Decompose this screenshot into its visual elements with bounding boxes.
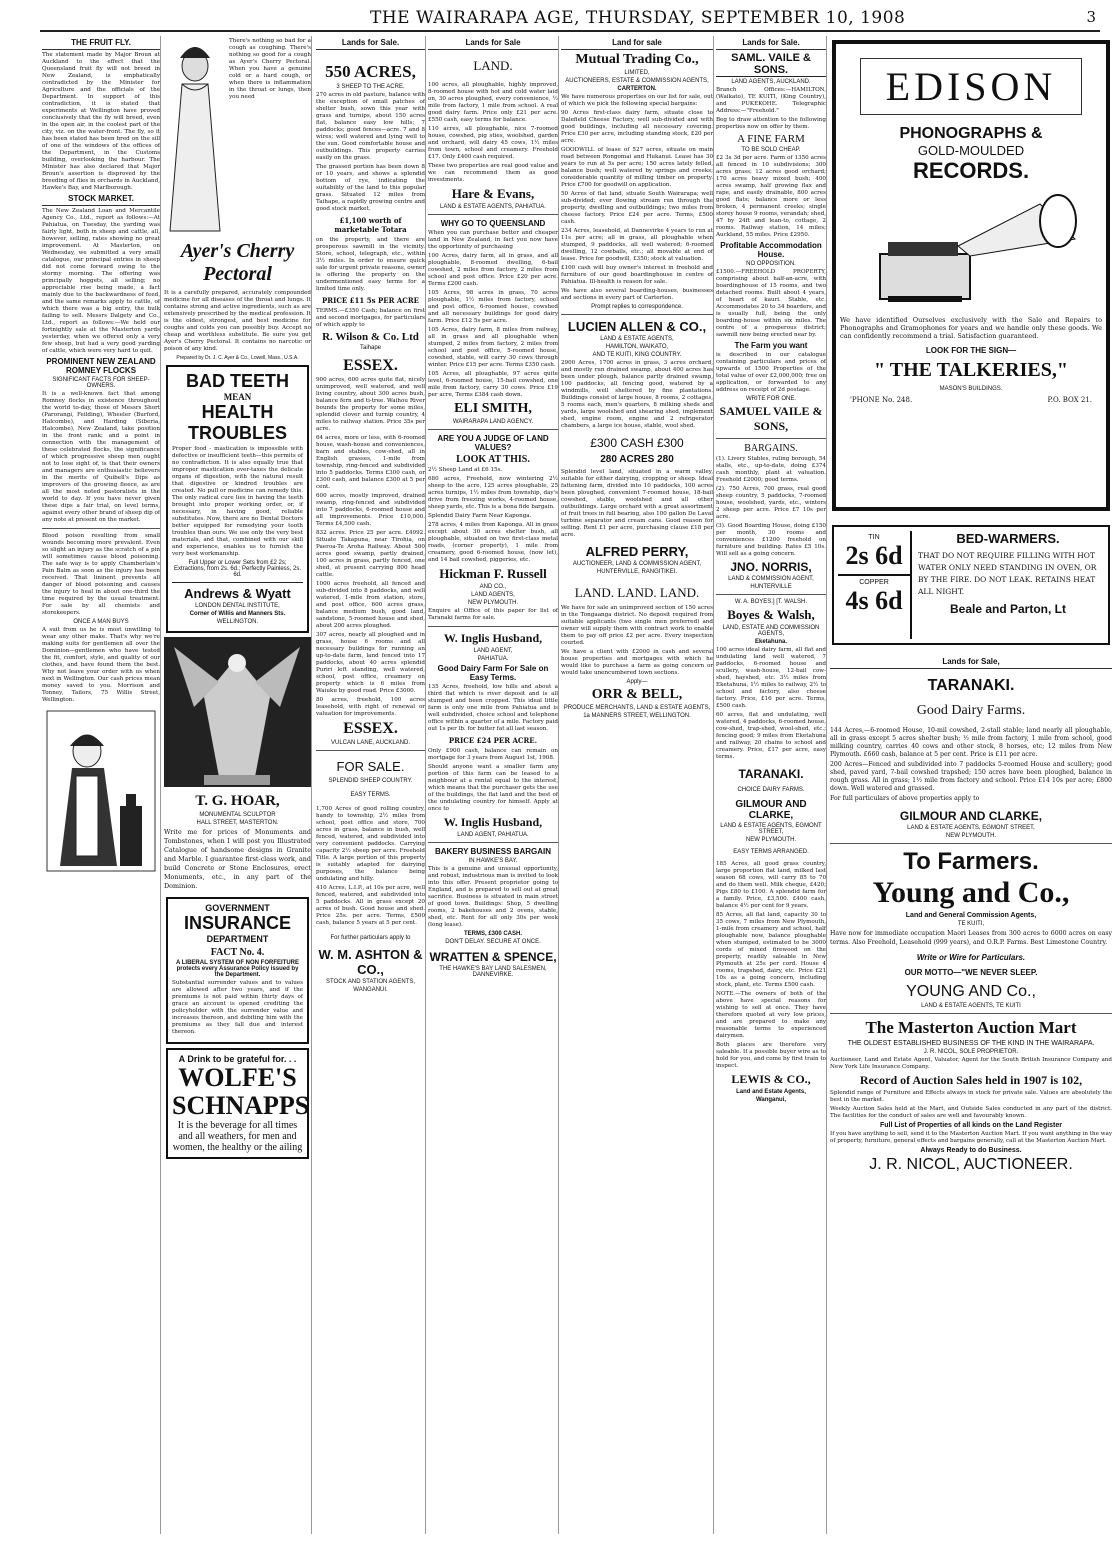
gov-heading-1: GOVERNMENT xyxy=(205,903,270,913)
good-dairy-heading: Good Dairy Farms. xyxy=(916,703,1026,718)
stock-market-article: The New Zealand Loan and Mercantile Agency Co., Ltd., report as follows:—At Pahiatua, on Tuesday, the yarding was fairly light, both in sheep and cattle, all, however, selling, rates showing no great improvement. At Masterton, on Wednesday, we submitted a very small catalogue, our principal entries in sheep did not come forward owing to the stormy morning. The offering was principally hoggets, all selling; no appreciable rise being made, a fact mainly due to the backwardness of feed, and the same remarks apply to cattle, of which there was a big entry, the bulk failing to sell. Messrs Dalgety and Co., Ltd., report as follows:—We held our fortnightly sale at the Masterton yards yesterday, when we offered only a very few sheep, but had a very good yarding of cattle, which were very hard to quit. xyxy=(42,208,160,354)
government-insurance-ad xyxy=(166,897,309,1044)
mean-heading: MEAN xyxy=(223,392,252,402)
dairy-farm-heading: Good Dairy Farm For Sale on Easy Terms. xyxy=(437,664,549,682)
mutual-city: CARTERTON. xyxy=(617,86,657,92)
hoar-sub: MONUMENTAL SCULPTOR xyxy=(199,812,276,818)
lucien-city: HAMILTON, WAIKATO, xyxy=(605,344,669,350)
health-heading: HEALTH xyxy=(201,402,274,422)
lands-for-sale-heading: Lands for Sale xyxy=(428,38,558,50)
lands-for-sale-heading: Lands for Sale, xyxy=(830,657,1112,669)
column-6 xyxy=(716,36,827,1534)
copper-price: 4s 6d xyxy=(845,586,903,615)
troubles-heading: TROUBLES xyxy=(188,423,287,443)
tin-price: 2s 6d xyxy=(845,541,903,570)
listing-text: We have also several boarding-houses, businesses and sections in every part of Carterton. xyxy=(561,288,713,301)
listing-text: 832 acres. Price 25 per acre. £4992. Situate Takapuna, near Tirohia, on Paeroa-Te Aroha Railway. About 500 acres good swamp, partly drained, 100 acres in grass, partly fenced, one shed, at present carrying 800 head cattle. xyxy=(316,530,425,578)
bakery-terms: TERMS, £300 CASH. xyxy=(463,931,523,937)
for-sale-sub: SPLENDID SHEEP COUNTRY. xyxy=(328,778,413,784)
bakery-delay: DON'T DELAY. SECURE AT ONCE. xyxy=(445,939,541,945)
judge-heading: ARE YOU A JUDGE OF LAND VALUES? xyxy=(437,434,549,452)
fine-farm-heading: A FINE FARM xyxy=(737,133,805,145)
beale-parton-name: Beale and Parton, Lt xyxy=(949,602,1067,616)
acres-550-sub: 3 SHEEP TO THE ACRE. xyxy=(336,84,405,90)
listing-text: 64 acres, more or less, with 6-roomed house, wash-house and conveniences, barn and stables, cow-shed, all in English grasses, 1-mile from township, ring-fenced and subdivided into 5 paddocks. Terms £300 cash, or £300 cash, and balance £300 at 5 per cent. xyxy=(316,435,425,490)
listing-text: 307 acres, nearly all ploughed and in grass, house 6 rooms and all necessary buildings for running an up-to-date farm, land fenced into 17 paddocks, about 40 acres splendid Puriri left standing, well watered, school, post office, creamery on property which is 6 miles from Waiuku by good road. Price £3000. xyxy=(316,632,425,694)
ayer-footer: Prepared by Dr. J. C. Ayer & Co., Lowell, Mass., U.S.A. xyxy=(176,355,299,361)
gov-text: Substantial surrender values and to values are allowed after two years, and if the premiums is not paid within thirty days of grace an account is opened crediting the policyholder with the surrender value and increases thereon, and debiting him with the premiums as they fall due and interest thereon. xyxy=(172,980,303,1035)
boyes-walsh-name: Boyes & Walsh, xyxy=(727,607,815,622)
taranaki-heading: TARANAKI. xyxy=(927,677,1015,694)
bed-warmers-ad xyxy=(832,525,1110,645)
listing-text: 278 acres, 4 miles from Kaponga. All in grass except about 30 acres shelter bush, all ploughable, situated on two first-class metal roads, (corner property), 1 mile from creamery, good 6-roomed house, (now let), and 14 bail cowshed, piggeries, etc. xyxy=(428,522,558,563)
wolfe-text: It is the beverage for all times and all weathers, for men and women, the healthy or the ailing xyxy=(172,1120,303,1153)
boyes-walsh-city: Eketahuna. xyxy=(754,639,787,645)
listing-text: Splendid level land, situated in a warm valley, suitable for either dairying, cropping or sheep. Ideal fattening farm, divided into 10 paddocks, 100 acres been ploughed, convenient 7-roomed house, 18-bail cowshed, stable, woolshed and all other outbuildings. Large orchard with a great assortment of fruit trees in full bearing, also 100 gallon De Laval turbine separator and cream cans. Good reason for selling. Rent £1 per acre, purchasing clause £18 per acre. xyxy=(561,469,713,538)
orr-bell-sub: PRODUCE MERCHANTS, LAND & ESTATE AGENTS, xyxy=(563,705,711,711)
listing-text: 600 acres, mostly improved, drained swamp, ring-fenced and subdivided into 7 paddocks, 6-roomed house and all improvements. Price £10,000. Terms £4,500 cash. xyxy=(316,493,425,527)
apply-text: Apply— xyxy=(626,679,648,685)
land-land-heading: LAND. LAND. LAND. xyxy=(574,585,700,600)
listing-text: 135 Acres, freehold, low hills and about a third flat which is river deposit and is all stumped and been cropped. This ideal little farm is only one mile from Pahiatua and is well subdivided, choice school and telephone office within a quarter of a mile. Factory paid out 1s per lb. for butter fat all last season. xyxy=(428,684,558,732)
look-heading: LOOK AT THIS. xyxy=(456,454,530,465)
choice-dairy-heading: CHOICE DAIRY FARMS. xyxy=(737,787,805,793)
listing-text: 100 acres ideal dairy farm, all flat and undulating land well watered, 7 paddocks, 6-roomed house and scullery, wash-house, 12-bail cow-shed, hayshed, etc. 3½ miles from Eketahuna, 1½ miles to railway, 2½ to school and factory, also cheese factory. Price, £16 per acre. Terms, £500 cash. xyxy=(716,647,826,709)
listing-text: 90 Acres first-class dairy farm, situate close to Dalefield Cheese Factory, well sub-divided and with good buildings, including all necessary covering. Price £30 per acre, including standing stock, £20 per acre. xyxy=(561,110,713,144)
listing-text: If you have anything to sell, send it to the Masterton Auction Mart. If you want anything in the way of property, furniture, general effects and bargains generally, call at the Masterton Auction Mart. xyxy=(830,1131,1112,1144)
divider xyxy=(428,429,558,430)
andrews-wyatt-sub: LONDON DENTAL INSTITUTE, xyxy=(195,603,280,609)
listing-text: 100 acres, all ploughable, highly improved, 8-roomed house with hot and cold water laid on, 30 acres ploughed, every convenience, ½ mile from factory, 1 mile from school. A real good dairy farm. Price only £21 per acre. £550 cash, easy terms for balance. xyxy=(428,82,558,123)
gov-heading-2: INSURANCE xyxy=(183,913,291,933)
gilmour-city: NEW PLYMOUTH. xyxy=(745,837,797,843)
bad-teeth-heading: BAD TEETH xyxy=(186,371,289,391)
listing-text: 105 Acres, all ploughable, 97 acres quite level, 6-roomed house, 15-bail cowshed, one mile from factory, carry 30 cows. Price £19 per acre, Terms £384 cash down. xyxy=(428,371,558,398)
acres-550-heading: 550 ACRES, xyxy=(325,62,416,81)
wolfe-name: WOLFE'S SCHNAPPS xyxy=(172,1063,310,1120)
listing-text: 85 Acres, all flat land, capacity 30 to 35 cows, 7 miles from New Plymouth, 1-mile from creamery and school, half ploughable now, balance ploughable when stumped, estimated to be 3000 cords of mixed firewood on the property, readily saleable in New Plymouth at 25s per cord. House 4 rooms, trapshed, dairy, etc. Price £21 10s as a going concern, including stock, plant, etc. Terms £500 cash. xyxy=(716,912,826,988)
listing-text: This is a genuine and unusual opportunity, and robust, industrious man is invited to look into this offer. Present proprietor going to England, and is prepared to sell out at great sacrifice. Business is situated in main street of good town. Buildings: Shop, 5 dwelling rooms, 2 bakehouses and 2 ovens, stable, shed, etc. Rent for all only 30s per week (long lease). xyxy=(428,866,558,928)
queensland-heading: WHY GO TO QUEENSLAND xyxy=(440,219,546,228)
dental-prices: Full Upper or Lower Sets from £2 2s; Extractions, from 2s. 6d.; Perfectly Painless, 2s. 6d. xyxy=(173,560,302,578)
divider xyxy=(830,1013,1112,1014)
land-for-sale-heading: Land for sale xyxy=(561,38,713,50)
gov-heading-3: DEPARTMENT xyxy=(206,934,269,944)
listing-text: 410 Acres, L.I.P., at 10s per acre, well fenced, watered, and subdivided into 5 paddocks. All in grass except 20 acres of bush. Good house and shed. Price 25s. per acre. Terms, £500 cash, balance 5 years at 5 per cent. xyxy=(316,885,425,926)
mutual-trading-name: Mutual Trading Co., xyxy=(575,52,699,67)
inglis-sub: LAND AGENT, xyxy=(473,648,513,654)
phonograph-icon xyxy=(840,184,1102,314)
listing-text: NOTE.—The owners of both of the above have special reasons for wishing to sell at once. They have therefore quoted at very low prices, and are prepared to make any reasonable terms to experienced dairymen. xyxy=(716,991,826,1039)
russell-agent: Hickman F. Russell xyxy=(439,566,547,581)
perry-city: HUNTERVILLE, RANGITIKEI. xyxy=(596,569,678,575)
talkeries-heading: " THE TALKERIES," xyxy=(874,359,1068,381)
lewis-sub: Land and Estate Agents, xyxy=(736,1089,806,1095)
norris-sub: LAND & COMMISSION AGENT, xyxy=(728,576,814,582)
column-1 xyxy=(42,36,161,1534)
lands-for-sale-heading: Lands for Sale. xyxy=(716,38,826,50)
gilmour-sub: LAND & ESTATE AGENTS, EGMONT STREET, xyxy=(720,823,822,835)
russell-city: NEW PLYMOUTH. xyxy=(467,600,519,606)
woman-illustration-icon xyxy=(164,36,226,236)
record-heading: Record of Auction Sales held in 1907 is 102, xyxy=(859,1073,1083,1087)
listing-text: is described in our catalogue containing particulars and prices of upwards of 1500 Properties of the total value of over £2,000,000; free on application, or forwarded to any address on receipt of 2d postage. xyxy=(716,352,826,393)
listing-text: 100 Acres, dairy farm, all in grass, and all ploughable, 8-roomed dwelling, 6-bail cowshed, 2 miles from factory, 2 miles from school and post office. Price £20 per acre. Terms £200 cash. xyxy=(428,253,558,287)
hoar-address: HALL STREET, MASTERTON. xyxy=(196,820,279,826)
tin-label: TIN xyxy=(868,534,880,541)
listing-text: Both places are therefore very saleable. If a possible buyer wire as to hold for you, and come by first train to inspect. xyxy=(716,1042,826,1069)
taranaki-heading: TARANAKI. xyxy=(738,767,804,781)
bed-warmers-text: THAT DO NOT REQUIRE FILLING WITH HOT WATER ONLY NEED STANDING IN OVEN, OR BY THE FIRE. DO NOT LEAK. RETAINS HEAT ALL NIGHT. xyxy=(918,551,1097,596)
copper-label: COPPER xyxy=(838,574,910,586)
oldest-text: THE OLDEST ESTABLISHED BUSINESS OF THE KIND IN THE WAIRARAPA. xyxy=(847,1040,1095,1047)
edison-logo: EDISON xyxy=(860,58,1082,115)
lucien-sub: LAND & ESTATE AGENTS, xyxy=(600,336,674,342)
inglis-sub-2: LAND AGENT, PAHIATUA. xyxy=(457,832,529,838)
ayer-text: It is a carefully prepared, accurately compounded medicine for all diseases of the throat and lungs. It contains strong and active ingredients, such as are extensively prescribed by the medical profession. It is the oldest, strongest, and best medicine for coughs and colds you can possibly buy. Accept no cheap and worthless substitute. Be sure you get Ayer's Cherry Pectoral. It contains no narcotic or poison of any kind. xyxy=(164,290,311,352)
divider xyxy=(42,528,160,529)
nicol-text: Auctioneer, Land and Estate Agent, Valuator, Agent for the South British Insurance Company and New York Life Insurance Company. xyxy=(830,1057,1112,1070)
listing-text: 270 acres in old pasture, balance with the exception of small patches of shelter bush, sown this year with grass and turnips, about 150 acres flat, balance easy low hills; 7 paddocks; good fences—acre. 7 and 8 wires; well watered and lying well to the sun. Good comfortable house and outbuildings. This property carries easily on the grass. xyxy=(316,92,425,161)
listing-text: £100 cash will buy owner's interest in freehold and furniture of our good boardinghouse in centre of Pahiatua. Ill-health is reason for sale. xyxy=(561,265,713,285)
edison-text: We have identified Ourselves exclusively with the Sale and Repairs to Phonographs and Gramophones for years and we handle only these goods. We can confidently recommend a trial. Satisfaction guaranteed. xyxy=(840,316,1102,340)
po-box: P.O. BOX 21. xyxy=(1047,396,1092,404)
bakery-heading: BAKERY BUSINESS BARGAIN xyxy=(434,847,551,856)
divider xyxy=(428,842,558,843)
lucien-allen-name: LUCIEN ALLEN & CO., xyxy=(567,319,707,334)
russell-sub2: LAND AGENTS, xyxy=(471,592,515,598)
listing-text: 105 Acres, 98 acres in grass, 70 acres ploughable, 1½ miles from factory, school and post office, 6-roomed house, cowshed and all necessary buildings for good dairy farm. Price £12 5s per acre. xyxy=(428,290,558,324)
listing-text: 1000 acres freehold, all fenced and sub-divided into 8 paddocks, and well watered, 1-mile from station, store, and post office, 600 acres grass, balance medium bush, good land, sandstone, 5-roomed house and shed, about 200 acres ploughed. xyxy=(316,581,425,629)
enquire-text: Enquire at Office of this paper for list of Taranaki farms for sale. xyxy=(428,608,558,621)
listing-text: We have numerous properties on our list for sale, out of which we pick the following special bargains: xyxy=(561,94,713,107)
nurse-illustration-icon xyxy=(42,706,160,876)
listing-text: (2). 750 Acres, 700 grass, real good sheep country, 5 paddocks, 7-roomed house, woolshed, yards, etc., winters 2 sheep per acre. Price £7 10s per acre. xyxy=(716,486,826,520)
young-name: Young and Co., xyxy=(872,876,1070,909)
listing-text: 680 acres, Freehold, now wintering 2½ sheep to the acre, 125 acres ploughable, 25 acres turnips, 1½ miles from township, day's drive from freezing works, 4-roomed house, sheep yards, etc. This is a bona fide bargain. xyxy=(428,476,558,510)
always-ready: Always Ready to do Business. xyxy=(920,1147,1022,1154)
auction-mart-heading: The Masterton Auction Mart xyxy=(865,1018,1077,1037)
accommodation-heading: Profitable Accommodation House. xyxy=(720,241,822,259)
perry-sub: AUCTIONEER, LAND & COMMISSION AGENT, xyxy=(572,561,702,567)
totara-heading: £1,100 worth of marketable Totara xyxy=(334,216,407,234)
young-sub: Land and General Commission Agents, xyxy=(905,912,1037,919)
motto: OUR MOTTO—"WE NEVER SLEEP. xyxy=(904,968,1038,977)
full-list-heading: Full List of Properties of all kinds on the Land Register xyxy=(879,1122,1063,1129)
column-3 xyxy=(316,36,426,1534)
price-line: PRICE £11 5s PER ACRE xyxy=(321,296,419,305)
wilson-agent: R. Wilson & Co. Ltd xyxy=(322,331,419,343)
mutual-sub: LIMITED, xyxy=(624,70,650,76)
lewis-name: LEWIS & CO., xyxy=(731,1072,811,1086)
column-4 xyxy=(428,36,559,1534)
wratten-spence-sub: THE HAWKE'S BAY LAND SALESMEN, DANNEVIRKE. xyxy=(439,966,547,978)
ayer-intro: There's nothing so bad for a cough as coughing. There's nothing so good for a cough as Ayer's Cherry Pectoral. When you have a genuine cold or a hard cough, or when there is inflammation in the throat or lungs, then you need xyxy=(229,38,311,100)
wratten-spence-agent: WRATTEN & SPENCE, xyxy=(429,950,557,964)
dental-text: Proper food - mastication is impossible with defective or insufficient teeth—this permits of no contradiction. It is also equally true that improper mastication over-taxes the delicate organs of digestion, with the natural result that digestive or kindred troubles are created. No pull or medicine can remedy this. The only radical cure lies in having the teeth brought into proper working order, or, if necessary, in having good, reliable substitutes. Now, there are no Dental Doctors better equipped for remedying your tooth troubles than ours. We use only the very best materials, and that, combined with our skill and experience, enables us to furnish the very best workmanship. xyxy=(172,446,303,557)
young-sub-2: LAND & ESTATE AGENTS, TE KUITI xyxy=(921,1003,1021,1009)
listing-text: The grassed portion has been down 8 or 10 years, and shows a splendid bottom of rye, indicating the suitability of the land to this popular grass. Situated 12 miles from Taihape, a rapidly growing centre and good stock market. xyxy=(316,164,425,212)
andrews-wyatt-name: Andrews & Wyatt xyxy=(172,582,303,601)
listing-text: on the property, and there are prosperous sawmill in the vicinity. Store, school, telegraph, etc., within 3½ miles. In order to ensure quick sale for urgent private reasons, owner is offering the property on the undermentioned easy terms for a limited time only. xyxy=(316,237,425,292)
for-sale-heading: FOR SALE. xyxy=(336,759,405,774)
dental-ad xyxy=(166,365,309,633)
boyes-walsh-names: W. A. BOYES.] [T. WALSH. xyxy=(734,599,808,605)
inglis-agent: W. Inglis Husband, xyxy=(443,631,543,645)
lands-for-sale-heading: Lands for Sale. xyxy=(316,38,425,50)
listing-text: 2½ Sheep Land at £6 15s. xyxy=(428,467,503,473)
listing-text: 234 Acres, leasehold, at Dannevirke 4 years to run at 11s per acre; all in grass, all ploughable when stumped, 9 paddocks, all well watered; 6-roomed dwelling, 12 cowbails, etc.; all movable at end of lease. Price for goodwill, £350; stock at valuation. xyxy=(561,228,713,262)
bakery-sub: IN HAWKE'S BAY. xyxy=(468,858,518,864)
inglis-agent-2: W. Inglis Husband, xyxy=(443,815,543,829)
essex-heading: ESSEX. xyxy=(343,357,398,374)
masthead xyxy=(40,8,1100,32)
wilson-city: Taihape xyxy=(359,345,382,351)
listing-text: 50 Acres of flat land, situate South Wairarapa; well sub-divided; ever flowing stream run through the property, dwelling and outbuildings; two miles from cheese factory. Price £24 per acre. Terms, £500 cash. xyxy=(561,191,713,225)
hare-evans-sub: LAND & ESTATE AGENTS, PAHIATUA. xyxy=(440,204,546,210)
listing-text: We have for sale an unimproved section of 150 acres in the Tongaanga district. No deposit required from suitable applicants (two single men preferred) and owner will supply them with contract work to enable them to pay off price £2 per acre. Every inspection courted. xyxy=(561,605,713,646)
cash-heading: £300 CASH £300 xyxy=(590,436,684,450)
fruit-fly-article: The statement made by Major Broun at Auckland to the effect that the Queensland fruit fly will not breed in New Zealand, is emphatically contradicted by the Minister for Agriculture and the officials of the Department. In support of this contradiction, it is stated that experiments at Wellington have proved conclusively that the fly will breed, even in the open air, in the coolest part of the city, viz. on the water-front. The fly, so it has been stated has been bred on the sill of one of the windows of the offices of the Department, in the Customs building, overlooking the harbour. The Minister has also declared that Major Broun's assertion is disproved by the breeding of flies in orchards in Auckland, Hawke's Bay, and Marlborough. xyxy=(42,52,160,191)
wolfe-schnapps-ad xyxy=(166,1048,309,1159)
bargains-heading: BARGAINS. xyxy=(744,443,798,454)
for-sale-terms: EASY TERMS. xyxy=(350,792,391,798)
vaile-branch: Branch Offices:—HAMILTON, (Waikato), TE KUITI, (King Country), and PUKEKOHE. Telegraphic Address:—"Freehold." xyxy=(716,87,826,114)
gilmour-city: NEW PLYMOUTH. xyxy=(945,833,997,839)
wolfe-tagline: A Drink to be grateful for. . . xyxy=(178,1054,297,1064)
bed-warmers-heading: BED-WARMERS. xyxy=(956,531,1060,546)
norris-city: HUNTERVILLE xyxy=(750,584,792,590)
blood-poison-article: Blood poison resulting from small wounds becoming more prevalent. Even so slight an injury as the scratch of a pin will sometimes cause blood poisoning. The safe way is to apply Chamberlain's Pain Balm as soon as the injury has been received. That lininent prevents all danger of blood poisoning and causes the injury to heal in about one-third the time required by the usual treatment. For sale by all chemists and storekeepers. xyxy=(42,533,160,616)
boyes-walsh-sub: LAND, ESTATE AND COMMISSION AGENTS, xyxy=(722,625,820,637)
listing-text: GOODWILL of lease of 527 acres, situate on main road between Rongomai and Hukanui. Lease has 30 years to run at 5s per acre; 150 acres lately felled, balance bush; well watered by springs and creeks; considerable quantity of milling timber on property. Price £700 for goodwill on application. xyxy=(561,147,713,188)
lucien-city-2: AND TE KUITI, KING COUNTRY. xyxy=(592,352,682,358)
column-5 xyxy=(561,36,714,1534)
column-7 xyxy=(830,36,1112,1534)
apply-text: For further particulars apply to xyxy=(330,935,411,941)
listing-text: (1). Livery Stables, ruling borough, 54 stalls, etc., up-to-date, doing £374 cash monthly, plant at valuation. Freehold £2000; good terms. xyxy=(716,456,826,483)
mutual-sub2: AUCTIONEERS, ESTATE & COMMISSION AGENTS, xyxy=(565,78,709,84)
young-name-2: YOUNG AND Co., xyxy=(906,983,1036,1000)
listing-text: (3). Good Boarding House, doing £150 per month, 30 rooms and conveniences £1200 freehold on furniture and building. Rates £5 10s. Will sell as a going concern. xyxy=(716,523,826,557)
terms-text: TERMS.—£350 Cash; balance on first and second mortgages, for particulars of which apply to xyxy=(316,308,425,328)
gov-sub: A LIBERAL SYSTEM OF NON FORFEITURE protects every Assurance Policy issued by the Department. xyxy=(175,960,299,978)
vaile-name-2: SAMUEL VAILE & SONS, xyxy=(719,404,823,433)
andrews-wyatt-city: WELLINGTON. xyxy=(216,619,259,625)
listing-text: £1500.—FREEHOLD PROPERTY, comprising about half-an-acre, with boardinghouse of 15 rooms, and two detached rooms. Built about 4 years, of heart of kauri. Stable, etc. Accommodates 20 to 34 boarders, and is usually full, being the only boarding-house within six miles. The centre of a prosperous district; sawmill now being erected near by. xyxy=(716,269,826,338)
nicol-line: J. R. NICOL, SOLE PROPRIETOR. xyxy=(923,1049,1019,1055)
lewis-city: Wanganui, xyxy=(755,1097,787,1103)
norris-name: JNO. NORRIS, xyxy=(730,560,812,574)
listing-text: 900 acres, 600 acres quite flat, nicely unimproved, well watered, and well living country, about 300 acres bush, balance fern and ti-tree. Waihou River bounds the property for some miles, splendid clover and turnip country, 4 miles to railway station. Price 35s per acre. xyxy=(316,377,425,432)
records-heading: RECORDS. xyxy=(912,158,1030,183)
phone-number: 'PHONE No. 248. xyxy=(850,396,913,404)
tailor-heading: ONCE A MAN BUYS xyxy=(73,619,129,625)
listing-text: 1,700 Acres of good rolling country, handy to township, 2½ miles from school, post office and store, 700 acres in grass, balance in bush, well fenced, watered, and subdivided into very convenient paddocks. Carrying capacity 2½ sheep per acre. Freehold Title. A large portion of this property is suitably adapted for dairying purposes, the balance being undulating and hilly. xyxy=(316,806,425,882)
vaile-sub: LAND AGENTS, AUCKLAND. xyxy=(731,79,811,85)
divider xyxy=(428,214,558,215)
gilmour-name: GILMOUR AND CLARKE, xyxy=(735,799,807,821)
page-number: 3 xyxy=(1086,8,1096,26)
andrews-wyatt-address: Corner of Willis and Manners Sts. xyxy=(189,611,286,617)
newspaper-title: THE WAIRARAPA AGE, THURSDAY, SEPTEMBER 10, 1908 xyxy=(370,8,906,28)
easy-terms: EASY TERMS ARRANGED. xyxy=(733,849,809,855)
gilmour-name: GILMOUR AND CLARKE, xyxy=(899,809,1043,823)
listing-text: These two properties are real good value and we can recommend them as good investments. xyxy=(428,163,558,183)
hoar-name: T. G. HOAR, xyxy=(195,793,280,809)
listing-text: Splendid range of Furniture and Effects always in stock for private sale. Values are absolutely the best in the market. xyxy=(830,1090,1112,1103)
gold-moulded-heading: GOLD-MOULDED xyxy=(917,143,1025,158)
ashton-sub: STOCK AND STATION AGENTS, xyxy=(325,979,415,985)
essex-heading-2: ESSEX. xyxy=(343,720,398,737)
write-for-one: WRITE FOR ONE. xyxy=(746,396,796,402)
listing-text: £2 3s 3d per acre. Farm of 1350 acres all fenced in 10 subdivisions; 300 acres grass; 12 acres good orchard; 170 acres heavy mixed bush; 400 acres swamp, half growing flax and rape, and easily drainable, 800 acres good flats; balance more or less broken, 4 permanent creeks; single storey house 9 rooms, verandah; shed, 47 by 24ft and lean-to, cottage, 2 rooms. Railway station, 14 miles; Auckland, 55 miles. Price £2950. xyxy=(716,155,826,238)
listing-text: 185 Acres, all good grass country, large proportion flat land, milked last season 68 cows, will carry 85 to 70 and do them well. Milk cheque, £420; Pigs £80 to £100. A splendid farm for a family. Price, £3,500. £400 cash, balance 4½ per cent for 9 years. xyxy=(716,861,826,909)
edison-ad xyxy=(832,40,1110,511)
listing-text: Should anyone want a smaller farm any portion of this farm can be leased to a neighbour at a rental equal to the interest, which means that the purchaser gets the use of the buildings, the flat land and the best of the undulating country for himself. Apply at once to xyxy=(428,764,558,812)
ayer-logo: Ayer's Cherry Pectoral xyxy=(180,240,295,285)
listing-text: 80 acres, freehold, 100 acres leasehold, with right of renewal or valuation for improvements. xyxy=(316,697,425,717)
romney-article: It is a well-known fact that among Romney flocks in existence throughout the world to-day, those of Messrs Short (Parorangi, Feilding), Wheeler (Burford, Halcombe), and Harding (Siberia, Halcombe), New Zealand, take position in the front rank; and a point in connection with the management of these celebrated flocks, the significance of which progressive sheep men ought not to lose sight of, is that their owners and managers are enthusiastic believers in the merits of Quibell's Dips as improvers of the growing fleece, as are all the most noted pastoralists in the world to day. If you have never given these dips a fair trial, on level terms, against every other brand of sheep dip of any note at present on the market. xyxy=(42,391,160,523)
stock-market-heading: STOCK MARKET. xyxy=(42,194,160,206)
no-opposition: NO OPPOSITION. xyxy=(746,261,796,267)
inglis-city: PAHIATUA. xyxy=(477,656,509,662)
listing-text: 60 acres, flat and undulating, well watered, 4 paddocks, 6-roomed house, cow-shed, trap-shed, wool-shed, etc.; fencing good; 9 miles from Eketahuna and railway, 20 chains to school and creamery. Price, £17 per acre, easy terms. xyxy=(716,712,826,760)
gov-fact: FACT No. 4. xyxy=(210,947,265,958)
listing-text: 110 acres, all ploughable, nice 7-roomed house, cowshed, pig sties, woolshed, garden and orchard, will dairy 45 cows, 1½ miles from town, school and creamery. Freehold £17. Only £400 cash required. xyxy=(428,126,558,160)
orr-bell-address: 1a MANNERS STREET, WELLINGTON. xyxy=(583,713,691,719)
russell-sub: AND CO., xyxy=(479,584,507,590)
eli-smith-sub: WAIRARAPA LAND AGENCY. xyxy=(452,419,534,425)
write-wire: Write or Wire for Particulars. xyxy=(916,953,1026,962)
perry-name: ALFRED PERRY, xyxy=(585,544,689,559)
monument-angel-icon xyxy=(164,637,311,787)
vaile-name: SAML. VAILE & SONS. xyxy=(716,52,826,77)
hare-evans-agent: Hare & Evans, xyxy=(451,186,535,201)
divider xyxy=(716,438,826,439)
young-text: Have now for immediate occupation Maori Leases from 300 acres to 6000 acres on easy terms. Also Freehold, Leasehold (999 years), and O.R.P. Farms. Best Limestone Country. xyxy=(830,930,1112,946)
fine-farm-sub: TO BE SOLD CHEAP. xyxy=(741,147,801,153)
ashton-city: WANGANUI. xyxy=(353,987,388,993)
acres-280-heading: 280 ACRES 280 xyxy=(600,454,674,465)
listing-text: Beg to draw attention to the following properties now on offer by them. xyxy=(716,117,826,130)
listing-text: When you can purchase better and cheaper land in New Zealand, in fact you now have the opportunity of purchasing xyxy=(428,230,558,250)
listing-text: For full particulars of above properties apply to xyxy=(830,795,980,802)
listing-text: 105 Acres, dairy farm, 8 miles from railway, all in grass and all ploughable when stumped, 2 miles from factory, 2 miles from school and post office, 5-roomed house, cowshed, stable, will carry 30 cows through winter. Price £15 per acre. Terms £350 cash. xyxy=(428,327,558,368)
column-2 xyxy=(164,36,312,1534)
listing-text: 2900 Acres, 1700 acres in grass, 3 acres orchard, and mostly run drained swamp, about 400 acres has been under plough, balance partly drained swamp, 100 paddocks, all fencing good, watered by a windmills, well sheltered by fine plantations. Buildings consist of large house, 8 rooms, 2 cottages, 5 rooms each, men's quarters, 8 milking sheds and yards, large woolshed and shearing shed, implement shed, engine room, engine and 2 refrigerator chambers, a large ice house, stable, wool shed. xyxy=(561,360,713,429)
nicol-auctioneer: J. R. NICOL, AUCTIONEER. xyxy=(869,1156,1073,1173)
eli-smith-agent: ELI SMITH, xyxy=(454,401,532,416)
young-city: TE KUITI, xyxy=(957,921,985,927)
prompt-text: Prompt replies to correspondence. xyxy=(591,304,683,310)
listing-text: Splendid Dairy Farm Near Kaponga. xyxy=(428,513,532,519)
divider xyxy=(716,594,826,595)
divider xyxy=(830,843,1112,844)
listing-text: 200 Acres—Fenced and subdivided into 7 paddocks 5-roomed House and scullery; good shed, paved yard, 7-bail cowshed trapshed; 150 acres have been ploughed, balance in rough grass. All in grass; 1½ mile from factory and school. Price £14 10s per acre; £800 down. Well watered and grassed. xyxy=(830,761,1112,792)
romney-heading: PROMINENT NEW ZEALAND ROMNEY FLOCKS xyxy=(46,357,156,375)
listing-text: 144 Acres,—6-roomed House, 10-mil cowshed, 2-stall stable; land nearly all ploughable, all in grass except 5 acres shelter bush; ½ mile from factory, 1 mile from school, good milking country, carries 40 cows and other stock, 8 horses, etc; 12 miles from New Plymouth. £660 cash, balance at 5 per cent. Price is £11 per acre. xyxy=(830,727,1112,758)
tailor-article: A suit from us he is most unwilling to wear any other make. That's why we're making suits for gentlemen all over the Dominion—gentlemen who have tested the fit, comfort, style, and quality of our clothes, and have found them the best. Why not leave your order with us when next in Wellington. Our cash prices mean money saved to you. Morrison and Tonney, Tailors, 75 Willis Street, Wellington. xyxy=(42,627,160,703)
listing-text: Weekly Auction Sales held at the Mart, and Outside Sales conducted in any part of the district. The facilities for the conduct of sales are well and favourably known. xyxy=(830,1106,1112,1119)
orr-bell-name: ORR & BELL, xyxy=(591,687,683,702)
divider xyxy=(316,750,425,751)
fruit-fly-heading: THE FRUIT FLY. xyxy=(42,38,160,50)
romney-subheading: SIGNIFICANT FACTS FOR SHEEP-OWNERS. xyxy=(52,377,150,389)
essex-address: VULCAN LANE, AUCKLAND. xyxy=(330,740,411,746)
land-heading: LAND. xyxy=(473,58,513,73)
gilmour-sub: LAND & ESTATE AGENTS, EGMONT STREET, xyxy=(907,825,1035,831)
look-for-sign: LOOK FOR THE SIGN— xyxy=(925,346,1017,355)
farm-you-want-heading: The Farm you want xyxy=(734,341,808,350)
listing-text: Only £900 cash, balance can remain on mortgage for 3 years from August 1st, 1908. xyxy=(428,748,558,761)
hoar-text: Write me for prices of Monuments and Tombstones, when I will post you Illustrated Catalogue of handsome designs in Granite and Marble. I guarantee first-class work, and build Concrete or Stone Enclosures, erect Monuments, etc., in any part of the Dominion. xyxy=(164,828,311,890)
divider xyxy=(561,314,713,315)
masons-buildings: MASON'S BUILDINGS. xyxy=(939,386,1003,392)
divider xyxy=(428,626,558,627)
listing-text: We have a client with £2000 in cash and several house properties and mortgages with which he would like to purchase a farm as going concern or would take unencumbered town sections. xyxy=(561,649,713,676)
ashton-agent: W. M. ASHTON & CO., xyxy=(318,947,423,977)
to-farmers-heading: To Farmers. xyxy=(903,848,1039,875)
phonographs-heading: PHONOGRAPHS & xyxy=(899,125,1043,142)
price-line: PRICE £24 PER ACRE. xyxy=(448,736,538,745)
